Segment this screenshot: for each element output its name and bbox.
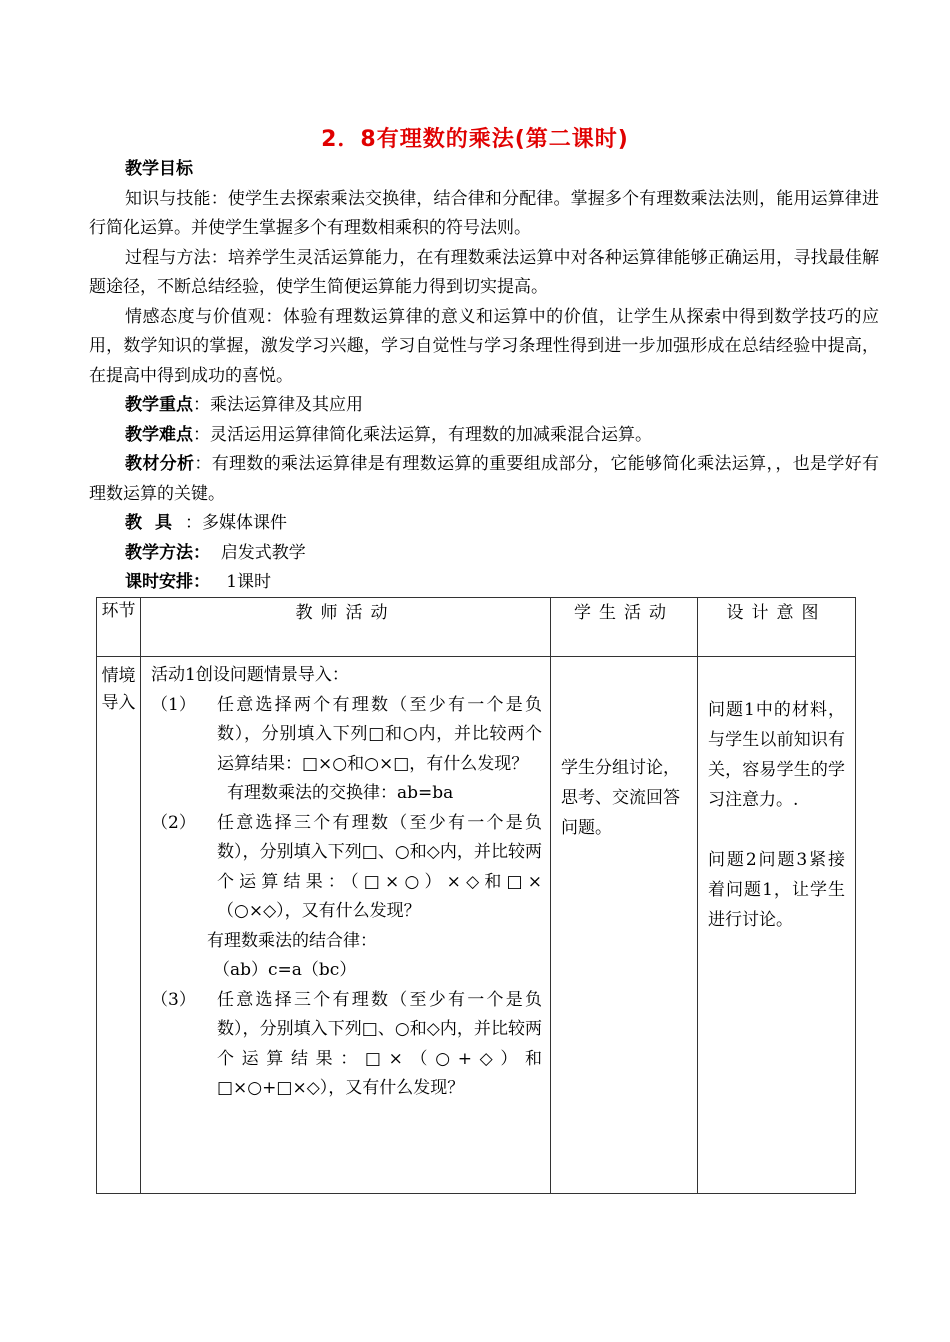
difficulty-line [89,421,879,451]
tools-line [89,509,879,539]
lesson-plan-table [96,597,856,1194]
question-2-text: 任意选择三个有理数（至少有一个是负数），分别填入下列□、○和◇内，并比较两个运算结果：（□×○）×◇和□×（○×◇），又有什么发现？ [217,812,542,921]
header-student-activity: 学生活动 [551,598,698,657]
tools-text: ：多媒体课件 [185,513,287,533]
schedule-label: 课时安排： [125,572,210,592]
table-header-row [97,598,856,657]
objective-process: 过程与方法：培养学生灵活运算能力，在有理数乘法运算中对各种运算律能够正确运用，寻找最佳解题途径，不断总结经验，使学生简便运算能力得到切实提高。 [89,247,879,297]
method-line [89,539,879,569]
stage-cell: 情境导入 [97,657,141,1194]
page-title: 2．8有理数的乘法(第二课时) [321,127,629,152]
question-3 [151,986,542,1104]
teacher-activity-cell [141,657,551,1194]
method-label: 教学方法： [125,542,210,563]
question-2 [151,809,542,927]
schedule-text: 1课时 [226,572,272,592]
schedule-line [89,568,879,598]
analysis-line [89,450,879,509]
design-intent-1: 问题1中的材料，与学生以前知识有关，容易学生的学习注意力。. [708,700,845,810]
question-1-text: 任意选择两个有理数（至少有一个是负数），分别填入下列□和○内，并比较两个运算结果：□×○和○×□，有什么发现？ [217,694,542,774]
associative-formula: （ab）c=a（bc） [213,960,357,980]
question-1 [151,691,542,780]
objectives-heading: 教学目标 [125,159,193,179]
analysis-label: 教材分析 [125,454,195,474]
header-design-intent: 设计意图 [698,598,856,657]
activity-intro: 活动1创设问题情景导入： [151,665,349,685]
analysis-text: ：有理数的乘法运算律是有理数运算的重要组成部分，它能够简化乘法运算，，也是学好有理数运算的关键。 [89,454,880,504]
associative-law: 有理数乘法的结合律： [207,930,377,951]
header-stage: 环节 [97,598,141,657]
key-point-text: ：乘法运算律及其应用 [193,395,363,415]
method-text: 启发式教学 [220,542,306,563]
objective-knowledge: 知识与技能：使学生去探索乘法交换律，结合律和分配律。掌握多个有理数乘法法则，能用运算律进行简化运算。并使学生掌握多个有理数相乘积的符号法则。 [89,188,879,238]
objective-emotion: 情感态度与价值观：体验有理数运算律的意义和运算中的价值，让学生从探索中得到数学技巧的应用，数学知识的掌握，激发学习兴趣，学习自觉性与学习条理性得到进一步加强形成在总结经验中提高，在提高中得到成功的喜悦。 [89,306,879,386]
student-activity-cell: 学生分组讨论，思考、交流回答问题。 [551,657,698,1194]
question-2-number: （2） [151,812,196,833]
key-point-label: 教学重点 [125,395,193,415]
design-intent-cell [698,657,856,1194]
design-intent-2: 问题2问题3紧接着问题1，让学生进行讨论。 [708,850,845,930]
lesson-intro [89,155,879,598]
header-teacher-activity: 教师活动 [141,598,551,657]
tools-label: 教具 [125,513,185,533]
question-1-number: （1） [151,694,196,715]
table-row [97,657,856,1194]
commutative-law: 有理数乘法的交换律：ab=ba [227,783,454,803]
key-point-line [89,391,879,421]
question-3-number: （3） [151,989,196,1010]
difficulty-text: ：灵活运用运算律简化乘法运算，有理数的加减乘混合运算。 [193,424,652,445]
difficulty-label: 教学难点 [125,424,193,445]
question-3-text: 任意选择三个有理数（至少有一个是负数），分别填入下列□、○和◇内，并比较两个运算结果：□×（○+◇）和□×○+□×◇），又有什么发现？ [217,989,542,1098]
